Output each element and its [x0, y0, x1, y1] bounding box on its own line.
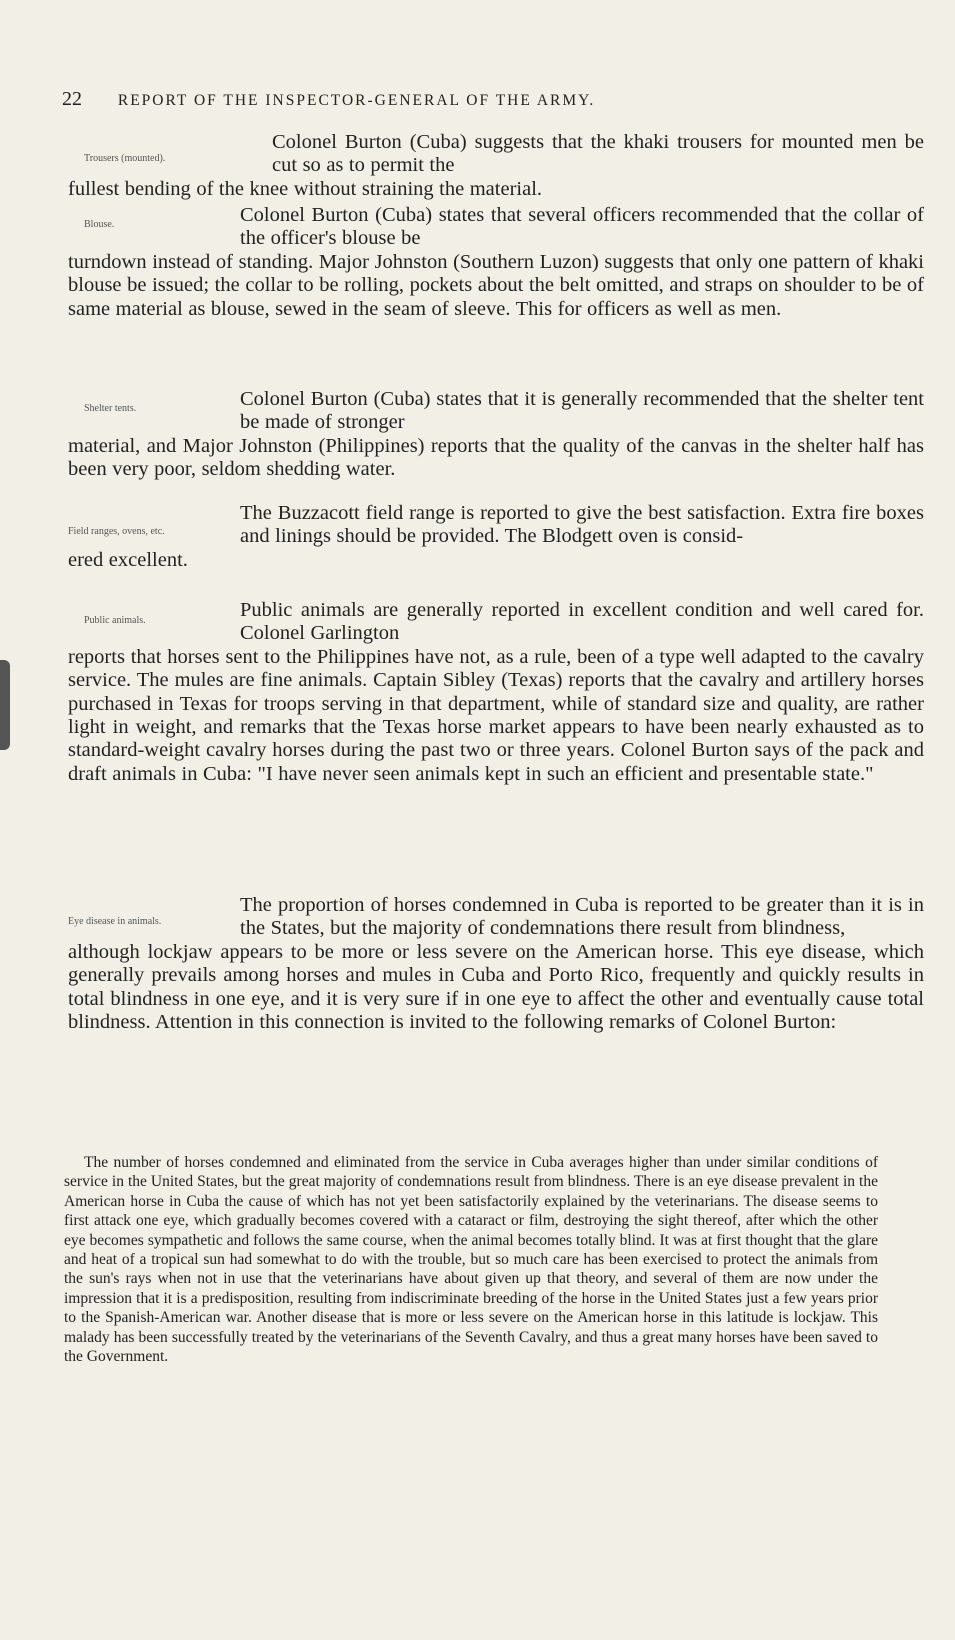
- margin-note: Shelter tents.: [84, 403, 137, 414]
- page-number: 22: [62, 88, 82, 110]
- margin-note: Trousers (mounted).: [84, 153, 166, 164]
- section-trousers: [68, 131, 924, 201]
- paragraph: The Buzzacott field range is reported to give the best satisfaction. Extra fire boxes and linings should be provided. The Blodgett oven is consid- ered excellent.: [68, 502, 924, 571]
- running-title: REPORT OF THE INSPECTOR-GENERAL OF THE ARMY.: [117, 92, 596, 109]
- paragraph: Colonel Burton (Cuba) states that several officers recommended that the collar of the officer's blouse be turndown instead of standing. Major Johnston (Southern Luzon) suggests that only one pattern of khaki blouse be issued; the collar to be rolling, pockets about the belt omitted, and straps on shoulder to be of same material as blouse, sewed in the seam of sleeve. This for officers as well as men.: [68, 204, 924, 320]
- running-header: [62, 88, 892, 111]
- paragraph: Public animals are generally reported in excellent condition and well cared for. Colonel Garlington reports that horses sent to the Philippines have not, as a rule, been of a type well adapted to the cavalry service. The mules are fine animals. Captain Sibley (Texas) reports that the cavalry and artillery horses purchased in Texas for troops serving in that department, while of standard size and quality, are rather light in weight, and remarks that the Texas horse market appears to have been nearly exhausted as to standard-weight cavalry horses during the past two or three years. Colonel Burton says of the pack and draft animals in Cuba: "I have never seen animals kept in such an efficient and presentable state.": [68, 599, 924, 785]
- paragraph: Colonel Burton (Cuba) states that it is generally recommended that the shelter tent be made of stronger material, and Major Johnston (Philippines) reports that the quality of the canvas in the shelter half has been very poor, seldom shedding water.: [68, 388, 924, 481]
- margin-note: Public animals.: [84, 615, 146, 626]
- paragraph: Colonel Burton (Cuba) suggests that the khaki trousers for mounted men be cut so as to permit the fullest bending of the knee without straining the material.: [68, 131, 924, 200]
- section-public-animals: [68, 599, 924, 786]
- margin-note: Field ranges, ovens, etc.: [68, 526, 165, 537]
- section-eye-disease: [68, 894, 924, 1034]
- section-shelter-tents: [68, 388, 924, 482]
- margin-note: Eye disease in animals.: [68, 916, 162, 927]
- section-blouse: [68, 204, 924, 321]
- margin-note: Blouse.: [84, 219, 115, 230]
- paragraph: The proportion of horses condemned in Cuba is reported to be greater than it is in the States, but the majority of condemnations there result from blindness, although lockjaw appears to be more or less severe on the American horse. This eye disease, which generally prevails among horses and mules in Cuba and Porto Rico, frequently and quickly results in total blindness in one eye, and it is very sure if in one eye to affect the other and eventually cause total blindness. Attention in this connection is invited to the following remarks of Colonel Burton:: [68, 894, 924, 1034]
- page-edge-shadow: [0, 660, 10, 750]
- block-quote: The number of horses condemned and eliminated from the service in Cuba averages higher than under similar conditions of service in the United States, but the great majority of condemnations result from blindness. There is an eye disease prevalent in the American horse in Cuba the cause of which has not yet been satisfactorily explained by the veterinarians. The disease seems to first attack one eye, which gradually becomes covered with a cataract or film, destroying the sight thereof, after which the other eye becomes sympathetic and follows the same course, when the animal becomes totally blind. It was at first thought that the glare and heat of a tropical sun had somewhat to do with the trouble, but so much care has been exercised to protect the animals from the sun's rays when not in use that the veterinarians have about given up that theory, and several of them are now under the impression that it is a predisposition, resulting from indiscriminate breeding of the horse in the United States just a few years prior to the Spanish-American war. Another disease that is more or less severe on the American horse in this latitude is lockjaw. This malady has been successfully treated by the veterinarians of the Seventh Cavalry, and thus a great many horses have been saved to the Government.: [64, 1154, 878, 1366]
- section-field-ranges: [68, 502, 924, 572]
